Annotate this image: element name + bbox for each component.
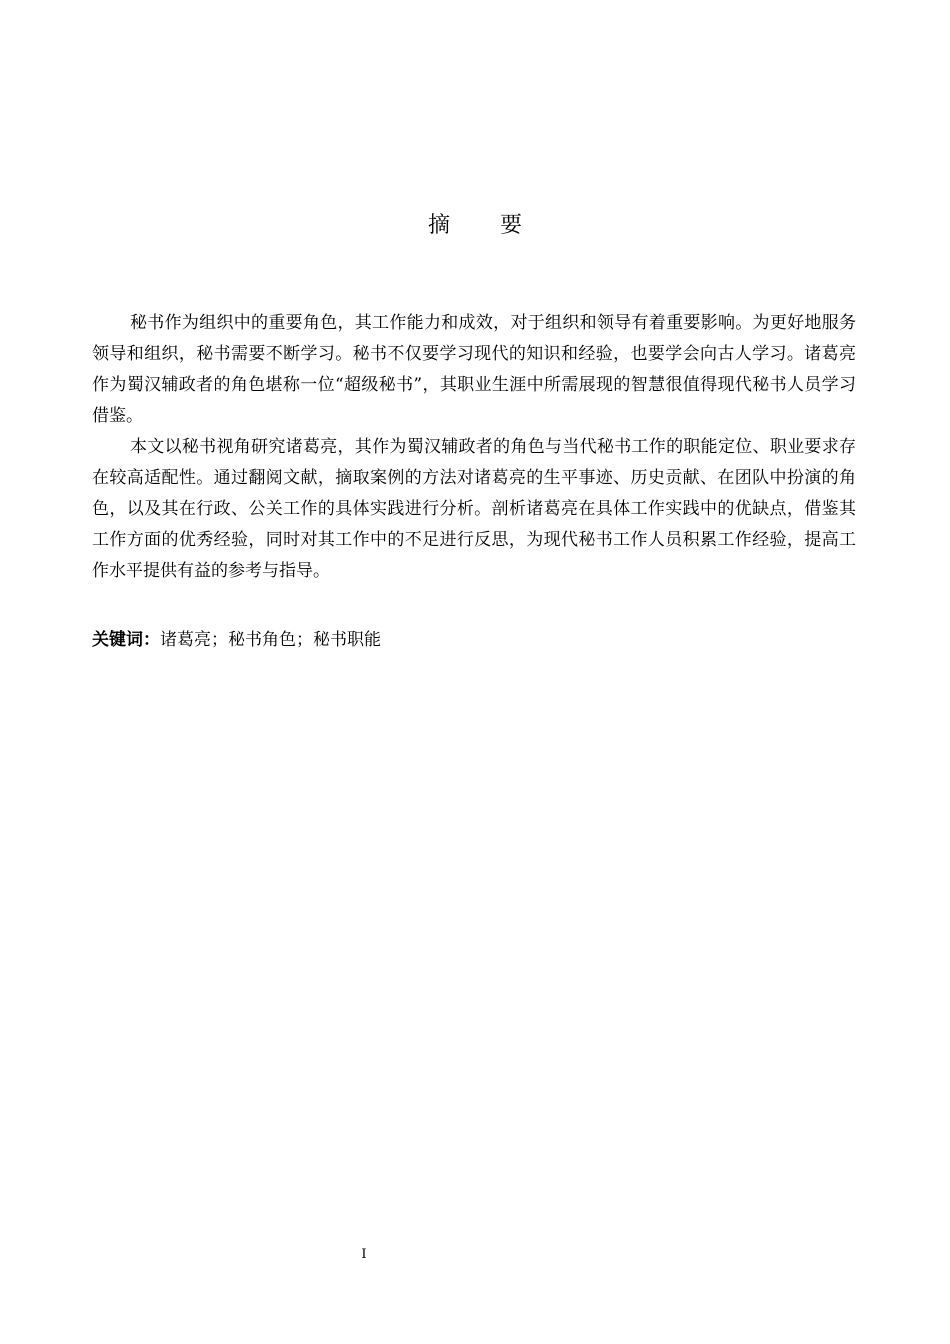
- keywords-line: [92, 625, 856, 656]
- abstract-paragraph-1: 秘书作为组织中的重要角色，其工作能力和成效，对于组织和领导有着重要影响。为更好地服务领导和组织，秘书需要不断学习。秘书不仅要学习现代的知识和经验，也要学会向古人学习。诸葛亮作为蜀汉辅政者的角色堪称一位“超级秘书”，其职业生涯中所需展现的智慧很值得现代秘书人员学习借鉴。: [92, 313, 856, 426]
- page-title: 摘要: [427, 213, 572, 238]
- abstract-paragraph-2: 本文以秘书视角研究诸葛亮，其作为蜀汉辅政者的角色与当代秘书工作的职能定位、职业要求存在较高适配性。通过翻阅文献，摘取案例的方法对诸葛亮的生平事迹、历史贡献、在团队中扮演的角色，以及其在行政、公关工作的具体实践进行分析。剖析诸葛亮在具体工作实践中的优缺点，借鉴其工作方面的优秀经验，同时对其工作中的不足进行反思，为现代秘书工作人员积累工作经验，提高工作水平提供有益的参考与指导。: [92, 437, 856, 581]
- page-number: I: [361, 1247, 367, 1262]
- keywords-label: 关键词：: [92, 630, 160, 650]
- keywords-text: 诸葛亮；秘书角色；秘书职能: [160, 630, 381, 650]
- abstract-body: [92, 308, 856, 587]
